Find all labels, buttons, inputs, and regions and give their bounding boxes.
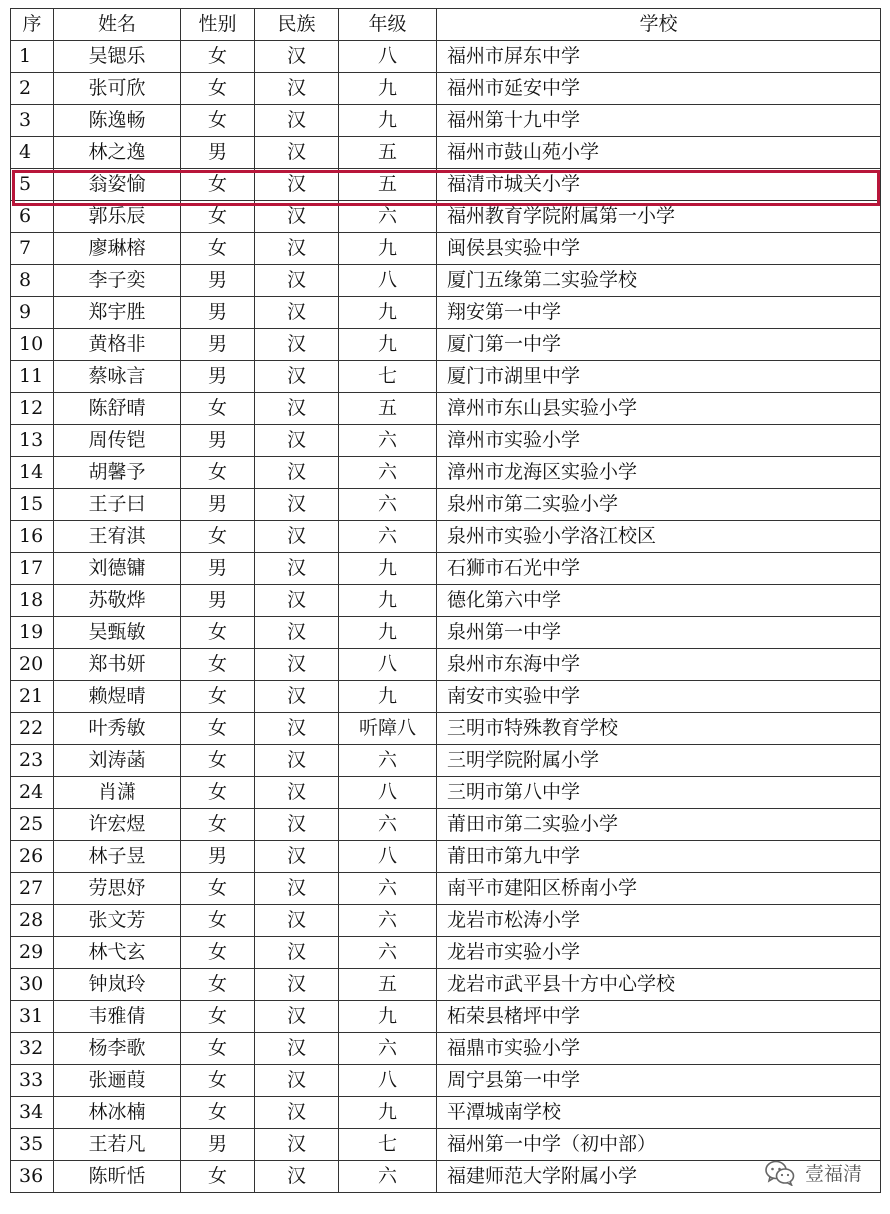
cell-name: 林冰楠 bbox=[54, 1097, 181, 1129]
cell-ethnicity: 汉 bbox=[255, 521, 339, 553]
cell-grade: 六 bbox=[339, 809, 437, 841]
cell-gender: 女 bbox=[181, 745, 255, 777]
table-row bbox=[11, 809, 881, 841]
cell-name: 郭乐辰 bbox=[54, 201, 181, 233]
table-row bbox=[11, 873, 881, 905]
cell-ethnicity: 汉 bbox=[255, 41, 339, 73]
cell-name: 王若凡 bbox=[54, 1129, 181, 1161]
cell-gender: 女 bbox=[181, 457, 255, 489]
table-row bbox=[11, 649, 881, 681]
cell-gender: 女 bbox=[181, 201, 255, 233]
cell-school: 福州市延安中学 bbox=[437, 73, 881, 105]
cell-ethnicity: 汉 bbox=[255, 169, 339, 201]
cell-name: 杨李歌 bbox=[54, 1033, 181, 1065]
cell-ethnicity: 汉 bbox=[255, 361, 339, 393]
cell-gender: 女 bbox=[181, 73, 255, 105]
header-name: 姓名 bbox=[54, 9, 181, 41]
cell-grade: 六 bbox=[339, 1161, 437, 1193]
watermark-text: 壹福清 bbox=[804, 1163, 862, 1185]
cell-name: 张文芳 bbox=[54, 905, 181, 937]
table-row bbox=[11, 1161, 881, 1193]
cell-ethnicity: 汉 bbox=[255, 617, 339, 649]
cell-school: 龙岩市实验小学 bbox=[437, 937, 881, 969]
cell-school: 石狮市石光中学 bbox=[437, 553, 881, 585]
table-row bbox=[11, 73, 881, 105]
table-row bbox=[11, 841, 881, 873]
cell-number: 34 bbox=[11, 1097, 54, 1129]
cell-gender: 男 bbox=[181, 265, 255, 297]
cell-ethnicity: 汉 bbox=[255, 841, 339, 873]
cell-ethnicity: 汉 bbox=[255, 777, 339, 809]
cell-ethnicity: 汉 bbox=[255, 969, 339, 1001]
cell-name: 陈舒晴 bbox=[54, 393, 181, 425]
table-row bbox=[11, 361, 881, 393]
cell-gender: 男 bbox=[181, 329, 255, 361]
cell-ethnicity: 汉 bbox=[255, 1161, 339, 1193]
cell-school: 泉州市实验小学洛江校区 bbox=[437, 521, 881, 553]
cell-grade: 六 bbox=[339, 489, 437, 521]
cell-number: 9 bbox=[11, 297, 54, 329]
cell-number: 32 bbox=[11, 1033, 54, 1065]
cell-school: 福州市鼓山苑小学 bbox=[437, 137, 881, 169]
cell-number: 23 bbox=[11, 745, 54, 777]
cell-ethnicity: 汉 bbox=[255, 393, 339, 425]
cell-gender: 女 bbox=[181, 649, 255, 681]
cell-school: 福州教育学院附属第一小学 bbox=[437, 201, 881, 233]
cell-grade: 六 bbox=[339, 905, 437, 937]
table-row bbox=[11, 201, 881, 233]
cell-name: 李子奕 bbox=[54, 265, 181, 297]
cell-school: 德化第六中学 bbox=[437, 585, 881, 617]
cell-grade: 九 bbox=[339, 297, 437, 329]
cell-gender: 女 bbox=[181, 1001, 255, 1033]
cell-school: 龙岩市武平县十方中心学校 bbox=[437, 969, 881, 1001]
cell-number: 5 bbox=[11, 169, 54, 201]
header-ethnicity: 民族 bbox=[255, 9, 339, 41]
cell-name: 赖煜晴 bbox=[54, 681, 181, 713]
cell-school: 三明市第八中学 bbox=[437, 777, 881, 809]
cell-school: 福州市屏东中学 bbox=[437, 41, 881, 73]
table-row bbox=[11, 297, 881, 329]
cell-school: 漳州市实验小学 bbox=[437, 425, 881, 457]
cell-name: 林弋玄 bbox=[54, 937, 181, 969]
cell-name: 钟岚玲 bbox=[54, 969, 181, 1001]
table-row bbox=[11, 777, 881, 809]
cell-number: 1 bbox=[11, 41, 54, 73]
cell-ethnicity: 汉 bbox=[255, 745, 339, 777]
cell-number: 18 bbox=[11, 585, 54, 617]
table-row bbox=[11, 393, 881, 425]
cell-grade: 六 bbox=[339, 745, 437, 777]
cell-school: 漳州市东山县实验小学 bbox=[437, 393, 881, 425]
cell-number: 7 bbox=[11, 233, 54, 265]
cell-ethnicity: 汉 bbox=[255, 233, 339, 265]
cell-number: 20 bbox=[11, 649, 54, 681]
cell-number: 36 bbox=[11, 1161, 54, 1193]
cell-gender: 男 bbox=[181, 1129, 255, 1161]
cell-name: 吴锶乐 bbox=[54, 41, 181, 73]
cell-ethnicity: 汉 bbox=[255, 1033, 339, 1065]
cell-ethnicity: 汉 bbox=[255, 329, 339, 361]
cell-name: 叶秀敏 bbox=[54, 713, 181, 745]
cell-ethnicity: 汉 bbox=[255, 873, 339, 905]
cell-gender: 女 bbox=[181, 521, 255, 553]
cell-school: 周宁县第一中学 bbox=[437, 1065, 881, 1097]
cell-school: 福建师范大学附属小学 bbox=[437, 1161, 881, 1193]
cell-grade: 七 bbox=[339, 361, 437, 393]
cell-ethnicity: 汉 bbox=[255, 425, 339, 457]
cell-gender: 男 bbox=[181, 489, 255, 521]
cell-gender: 女 bbox=[181, 809, 255, 841]
cell-name: 劳思妤 bbox=[54, 873, 181, 905]
cell-gender: 女 bbox=[181, 1065, 255, 1097]
cell-name: 王宥淇 bbox=[54, 521, 181, 553]
table-row bbox=[11, 489, 881, 521]
cell-ethnicity: 汉 bbox=[255, 1129, 339, 1161]
table-row bbox=[11, 937, 881, 969]
cell-number: 12 bbox=[11, 393, 54, 425]
cell-number: 19 bbox=[11, 617, 54, 649]
cell-number: 22 bbox=[11, 713, 54, 745]
cell-name: 廖琳榕 bbox=[54, 233, 181, 265]
header-gender: 性别 bbox=[181, 9, 255, 41]
table-row bbox=[11, 105, 881, 137]
cell-school: 三明学院附属小学 bbox=[437, 745, 881, 777]
cell-gender: 女 bbox=[181, 969, 255, 1001]
table-row bbox=[11, 521, 881, 553]
cell-ethnicity: 汉 bbox=[255, 553, 339, 585]
cell-school: 泉州市东海中学 bbox=[437, 649, 881, 681]
cell-grade: 九 bbox=[339, 617, 437, 649]
cell-number: 15 bbox=[11, 489, 54, 521]
cell-number: 31 bbox=[11, 1001, 54, 1033]
cell-gender: 女 bbox=[181, 617, 255, 649]
cell-number: 27 bbox=[11, 873, 54, 905]
cell-ethnicity: 汉 bbox=[255, 1001, 339, 1033]
cell-number: 26 bbox=[11, 841, 54, 873]
cell-number: 28 bbox=[11, 905, 54, 937]
cell-gender: 女 bbox=[181, 777, 255, 809]
cell-school: 柘荣县楮坪中学 bbox=[437, 1001, 881, 1033]
cell-gender: 女 bbox=[181, 1161, 255, 1193]
cell-grade: 六 bbox=[339, 425, 437, 457]
cell-number: 25 bbox=[11, 809, 54, 841]
table-row bbox=[11, 457, 881, 489]
cell-ethnicity: 汉 bbox=[255, 713, 339, 745]
table-row bbox=[11, 425, 881, 457]
cell-ethnicity: 汉 bbox=[255, 937, 339, 969]
table-row bbox=[11, 1001, 881, 1033]
cell-name: 黄格非 bbox=[54, 329, 181, 361]
cell-gender: 男 bbox=[181, 553, 255, 585]
cell-school: 翔安第一中学 bbox=[437, 297, 881, 329]
table-row bbox=[11, 1129, 881, 1161]
cell-school: 福鼎市实验小学 bbox=[437, 1033, 881, 1065]
cell-number: 21 bbox=[11, 681, 54, 713]
cell-name: 苏敬烨 bbox=[54, 585, 181, 617]
cell-grade: 九 bbox=[339, 329, 437, 361]
cell-number: 10 bbox=[11, 329, 54, 361]
table-row bbox=[11, 329, 881, 361]
cell-name: 胡馨予 bbox=[54, 457, 181, 489]
cell-name: 王子曰 bbox=[54, 489, 181, 521]
header-number: 序 bbox=[11, 9, 54, 41]
cell-number: 8 bbox=[11, 265, 54, 297]
cell-number: 33 bbox=[11, 1065, 54, 1097]
cell-school: 福清市城关小学 bbox=[437, 169, 881, 201]
cell-gender: 男 bbox=[181, 297, 255, 329]
cell-ethnicity: 汉 bbox=[255, 201, 339, 233]
header-grade: 年级 bbox=[339, 9, 437, 41]
cell-name: 郑书妍 bbox=[54, 649, 181, 681]
watermark bbox=[765, 1159, 862, 1186]
cell-gender: 男 bbox=[181, 361, 255, 393]
cell-name: 翁姿愉 bbox=[54, 169, 181, 201]
cell-gender: 女 bbox=[181, 41, 255, 73]
cell-school: 福州第十九中学 bbox=[437, 105, 881, 137]
cell-ethnicity: 汉 bbox=[255, 681, 339, 713]
cell-grade: 八 bbox=[339, 649, 437, 681]
cell-gender: 女 bbox=[181, 1097, 255, 1129]
cell-school: 闽侯县实验中学 bbox=[437, 233, 881, 265]
cell-ethnicity: 汉 bbox=[255, 809, 339, 841]
table-row bbox=[11, 553, 881, 585]
cell-grade: 五 bbox=[339, 137, 437, 169]
cell-gender: 女 bbox=[181, 937, 255, 969]
cell-name: 刘德镛 bbox=[54, 553, 181, 585]
cell-school: 泉州第一中学 bbox=[437, 617, 881, 649]
header-school: 学校 bbox=[437, 9, 881, 41]
cell-ethnicity: 汉 bbox=[255, 905, 339, 937]
cell-name: 吴甄敏 bbox=[54, 617, 181, 649]
cell-name: 张逦葭 bbox=[54, 1065, 181, 1097]
cell-grade: 六 bbox=[339, 521, 437, 553]
cell-ethnicity: 汉 bbox=[255, 649, 339, 681]
table-row bbox=[11, 713, 881, 745]
cell-number: 16 bbox=[11, 521, 54, 553]
cell-name: 韦雅倩 bbox=[54, 1001, 181, 1033]
cell-name: 刘涛菡 bbox=[54, 745, 181, 777]
cell-number: 6 bbox=[11, 201, 54, 233]
student-roster-table bbox=[10, 8, 881, 1193]
cell-ethnicity: 汉 bbox=[255, 457, 339, 489]
table-row bbox=[11, 1033, 881, 1065]
cell-grade: 八 bbox=[339, 1065, 437, 1097]
cell-ethnicity: 汉 bbox=[255, 1097, 339, 1129]
cell-grade: 六 bbox=[339, 873, 437, 905]
cell-number: 24 bbox=[11, 777, 54, 809]
cell-grade: 六 bbox=[339, 201, 437, 233]
cell-ethnicity: 汉 bbox=[255, 105, 339, 137]
cell-name: 蔡咏言 bbox=[54, 361, 181, 393]
cell-school: 莆田市第九中学 bbox=[437, 841, 881, 873]
cell-number: 3 bbox=[11, 105, 54, 137]
cell-name: 陈逸畅 bbox=[54, 105, 181, 137]
cell-grade: 九 bbox=[339, 681, 437, 713]
cell-number: 11 bbox=[11, 361, 54, 393]
cell-grade: 八 bbox=[339, 841, 437, 873]
cell-school: 厦门五缘第二实验学校 bbox=[437, 265, 881, 297]
cell-name: 陈昕恬 bbox=[54, 1161, 181, 1193]
cell-gender: 女 bbox=[181, 105, 255, 137]
cell-grade: 五 bbox=[339, 969, 437, 1001]
cell-grade: 八 bbox=[339, 777, 437, 809]
cell-number: 13 bbox=[11, 425, 54, 457]
cell-name: 林子昱 bbox=[54, 841, 181, 873]
table-row bbox=[11, 681, 881, 713]
cell-school: 南安市实验中学 bbox=[437, 681, 881, 713]
cell-grade: 九 bbox=[339, 73, 437, 105]
cell-number: 2 bbox=[11, 73, 54, 105]
cell-gender: 女 bbox=[181, 681, 255, 713]
cell-gender: 男 bbox=[181, 585, 255, 617]
cell-name: 肖潇 bbox=[54, 777, 181, 809]
table-row bbox=[11, 1065, 881, 1097]
cell-grade: 九 bbox=[339, 1001, 437, 1033]
table-row bbox=[11, 137, 881, 169]
cell-school: 南平市建阳区桥南小学 bbox=[437, 873, 881, 905]
cell-school: 平潭城南学校 bbox=[437, 1097, 881, 1129]
cell-gender: 男 bbox=[181, 841, 255, 873]
cell-grade: 八 bbox=[339, 41, 437, 73]
wechat-icon bbox=[765, 1160, 795, 1186]
cell-school: 三明市特殊教育学校 bbox=[437, 713, 881, 745]
table-header-row bbox=[11, 9, 881, 41]
cell-school: 泉州市第二实验小学 bbox=[437, 489, 881, 521]
cell-name: 周传铠 bbox=[54, 425, 181, 457]
cell-school: 莆田市第二实验小学 bbox=[437, 809, 881, 841]
cell-grade: 五 bbox=[339, 169, 437, 201]
cell-grade: 八 bbox=[339, 265, 437, 297]
cell-ethnicity: 汉 bbox=[255, 585, 339, 617]
cell-grade: 九 bbox=[339, 553, 437, 585]
table-row bbox=[11, 905, 881, 937]
table-row bbox=[11, 585, 881, 617]
cell-school: 漳州市龙海区实验小学 bbox=[437, 457, 881, 489]
cell-grade: 九 bbox=[339, 1097, 437, 1129]
cell-name: 林之逸 bbox=[54, 137, 181, 169]
cell-gender: 女 bbox=[181, 713, 255, 745]
table-row bbox=[11, 745, 881, 777]
cell-number: 30 bbox=[11, 969, 54, 1001]
cell-ethnicity: 汉 bbox=[255, 137, 339, 169]
table-row bbox=[11, 1097, 881, 1129]
table-body bbox=[11, 41, 881, 1193]
cell-grade: 六 bbox=[339, 457, 437, 489]
cell-ethnicity: 汉 bbox=[255, 297, 339, 329]
cell-school: 龙岩市松涛小学 bbox=[437, 905, 881, 937]
cell-school: 厦门第一中学 bbox=[437, 329, 881, 361]
cell-grade: 六 bbox=[339, 937, 437, 969]
cell-school: 福州第一中学（初中部） bbox=[437, 1129, 881, 1161]
cell-grade: 七 bbox=[339, 1129, 437, 1161]
cell-gender: 女 bbox=[181, 393, 255, 425]
cell-gender: 女 bbox=[181, 169, 255, 201]
cell-grade: 六 bbox=[339, 1033, 437, 1065]
cell-name: 许宏煜 bbox=[54, 809, 181, 841]
cell-ethnicity: 汉 bbox=[255, 265, 339, 297]
cell-school: 厦门市湖里中学 bbox=[437, 361, 881, 393]
cell-grade: 九 bbox=[339, 233, 437, 265]
cell-name: 张可欣 bbox=[54, 73, 181, 105]
cell-ethnicity: 汉 bbox=[255, 73, 339, 105]
cell-grade: 五 bbox=[339, 393, 437, 425]
cell-grade: 听障八 bbox=[339, 713, 437, 745]
cell-number: 17 bbox=[11, 553, 54, 585]
cell-grade: 九 bbox=[339, 105, 437, 137]
cell-gender: 女 bbox=[181, 1033, 255, 1065]
cell-gender: 女 bbox=[181, 905, 255, 937]
table-row bbox=[11, 617, 881, 649]
cell-grade: 九 bbox=[339, 585, 437, 617]
cell-ethnicity: 汉 bbox=[255, 1065, 339, 1097]
cell-gender: 男 bbox=[181, 425, 255, 457]
table-row bbox=[11, 265, 881, 297]
cell-number: 14 bbox=[11, 457, 54, 489]
cell-name: 郑宇胜 bbox=[54, 297, 181, 329]
table-row bbox=[11, 233, 881, 265]
table-row bbox=[11, 41, 881, 73]
cell-ethnicity: 汉 bbox=[255, 489, 339, 521]
cell-number: 4 bbox=[11, 137, 54, 169]
cell-gender: 女 bbox=[181, 233, 255, 265]
table-row bbox=[11, 969, 881, 1001]
cell-gender: 女 bbox=[181, 873, 255, 905]
cell-number: 29 bbox=[11, 937, 54, 969]
cell-gender: 男 bbox=[181, 137, 255, 169]
cell-number: 35 bbox=[11, 1129, 54, 1161]
table-row bbox=[11, 169, 881, 201]
